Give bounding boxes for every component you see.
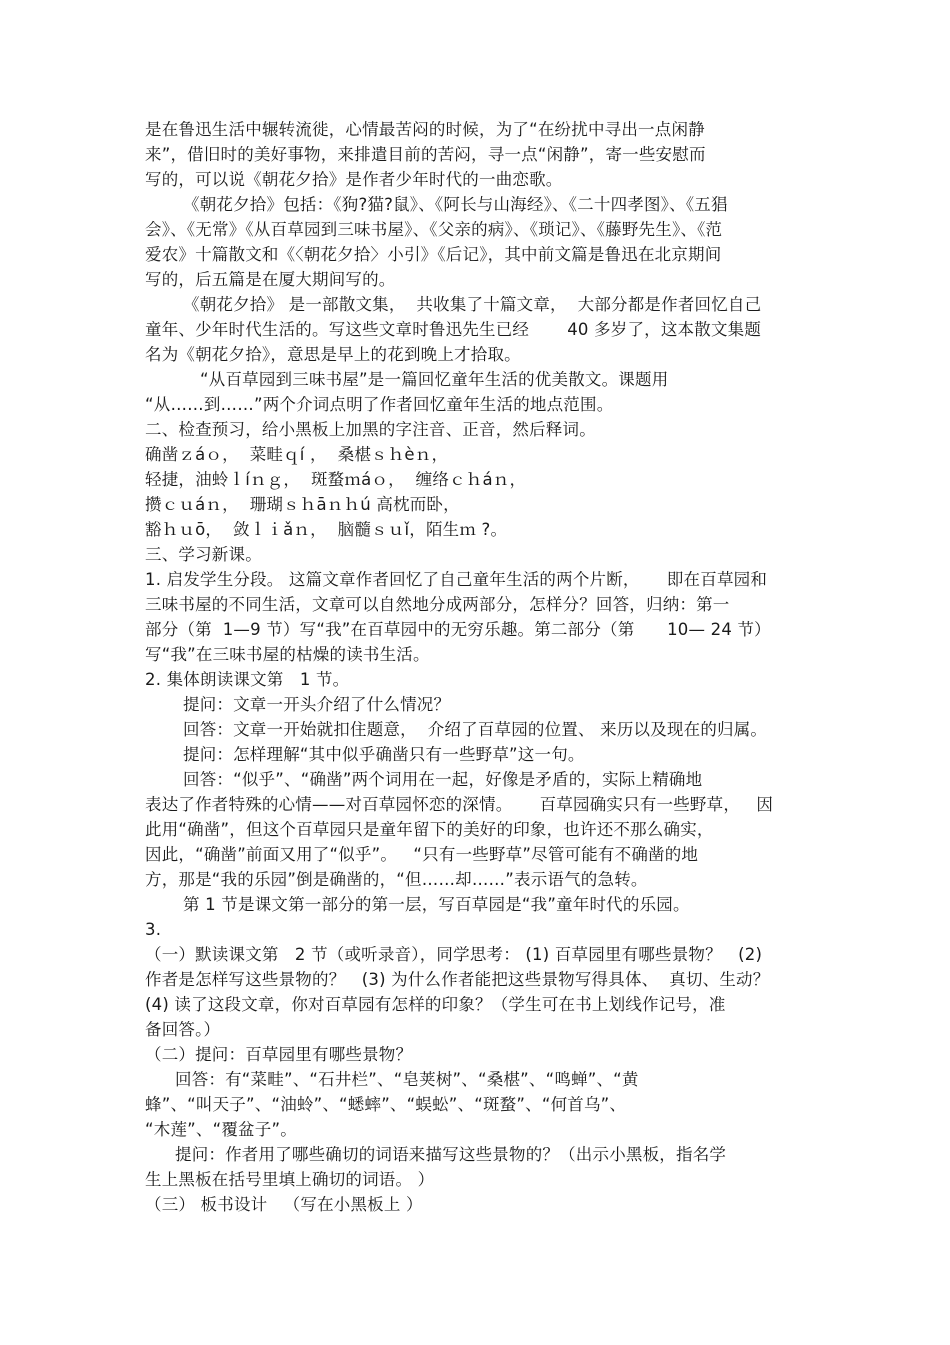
text-line: 1. 启发学生分段。 这篇文章作者回忆了自己童年生活的两个片断， 即在百草园和 [145,570,768,589]
pinyin-line: 确凿ｚáｏ， 菜畦ｑí ， 桑椹ｓｈèｎ， [145,445,449,464]
text-line: （一）默读课文第 2 节（或听录音），同学思考： (1) 百草园里有哪些景物？ (2) [145,945,763,964]
text-line: 方，那是“我的乐园”倒是确凿的，“但……却……”表示语气的急转。 [145,870,648,889]
text-line: 来”，借旧时的美好事物，来排遣目前的苦闷，寻一点“闲静”，寄一些安慰而 [145,145,706,164]
text-line: 是在鲁迅生活中辗转流徙，心情最苦闷的时候，为了“在纷扰中寻出一点闲静 [145,120,705,139]
text-line: 写“我”在三味书屋的枯燥的读书生活。 [145,645,430,664]
text-line: 因此，“确凿”前面又用了“似乎”。 “只有一些野草”尽管可能有不确凿的地 [145,845,699,864]
pinyin-line: 豁ｈｕō， 敛ｌｉǎｎ， 脑髓ｓｕǐ，陌生ｍ ?。 [145,520,508,539]
text-line: 《朝花夕拾》包括：《狗?猫?鼠》、《阿长与山海经》、《二十四孝图》、《五猖 [183,195,728,214]
text-line: 表达了作者特殊的心情——对百草园怀恋的深情。 百草园确实只有一些野草， 因 [145,795,774,814]
text-line: 会》、《无常》《从百草园到三味书屋》、《父亲的病》、《琐记》、《藤野先生》、《范 [145,220,723,239]
text-line: （二）提问：百草园里有哪些景物？ [145,1045,413,1064]
text-line: 写的，可以说《朝花夕拾》是作者少年时代的一曲恋歌。 [145,170,563,189]
pinyin-line: 攒ｃｕáｎ， 珊瑚ｓｈāｎｈú 高枕而卧， [145,495,460,514]
text-line: 《朝花夕拾》 是一部散文集， 共收集了十篇文章， 大部分都是作者回忆自己 [183,295,762,314]
text-line: 第 1 节是课文第一部分的第一层，写百草园是“我”童年时代的乐园。 [183,895,690,914]
text-line: 此用“确凿”，但这个百草园只是童年留下的美好的印象，也许还不那么确实， [145,820,714,839]
text-line: 回答：有“菜畦”、“石井栏”、“皂荚树”、“桑椹”、“鸣蝉”、“黄 [175,1070,639,1089]
text-line: 回答：文章一开始就扣住题意， 介绍了百草园的位置、 来历以及现在的归属。 [183,720,768,739]
text-line: “木莲”、“覆盆子”。 [145,1120,297,1139]
section-heading: 二、检查预习，给小黑板上加黑的字注音、正音，然后释词。 [145,420,596,439]
text-line: 爱农》十篇散文和《〈朝花夕拾〉小引》《后记》，其中前文篇是鲁迅在北京期间 [145,245,722,264]
text-line: 部分（第 1—9 节）写“我”在百草园中的无穷乐趣。第二部分（第 10— 24 节） [145,620,771,639]
text-line: 写的，后五篇是在厦大期间写的。 [145,270,396,289]
pinyin-line: 轻捷，油蛉ｌíｎｇ， 斑蝥ｍáｏ， 缠络ｃｈáｎ， [145,470,527,489]
text-line: 备回答。） [145,1020,221,1039]
text-line: (4) 读了这段文章，你对百草园有怎样的印象？（学生可在书上划线作记号，准 [145,995,726,1014]
text-line: 三味书屋的不同生活，文章可以自然地分成两部分，怎样分？回答，归纳：第一 [145,595,730,614]
text-line: 3. [145,920,162,939]
text-line: 名为《朝花夕拾》，意思是早上的花到晚上才拾取。 [145,345,521,364]
text-line: 蜂”、“叫天子”、“油蛉”、“蟋蟀”、“蜈蚣”、“斑蝥”、“何首乌”、 [145,1095,627,1114]
text-line: 提问：作者用了哪些确切的词语来描写这些景物的？（出示小黑板，指名学 [175,1145,727,1164]
text-line: “从百草园到三味书屋”是一篇回忆童年生活的优美散文。课题用 [200,370,669,389]
text-line: 童年、少年时代生活的。写这些文章时鲁迅先生已经 40 多岁了，这本散文集题 [145,320,762,339]
text-line: （三） 板书设计 （写在小黑板上 ） [145,1195,423,1214]
text-line: 提问：怎样理解“其中似乎确凿只有一些野草”这一句。 [183,745,585,764]
text-line: 提问：文章一开头介绍了什么情况？ [183,695,451,714]
section-heading: 三、学习新课。 [145,545,262,564]
text-line: “从……到……”两个介词点明了作者回忆童年生活的地点范围。 [145,395,614,414]
text-line: 回答：“似乎”、“确凿”两个词用在一起，好像是矛盾的，实际上精确地 [183,770,703,789]
text-line: 生上黑板在括号里填上确切的词语。 ） [145,1170,435,1189]
text-line: 作者是怎样写这些景物的？ (3) 为什么作者能把这些景物写得具体、 真切、生动？ [145,970,770,989]
text-line: 2. 集体朗读课文第 1 节。 [145,670,350,689]
